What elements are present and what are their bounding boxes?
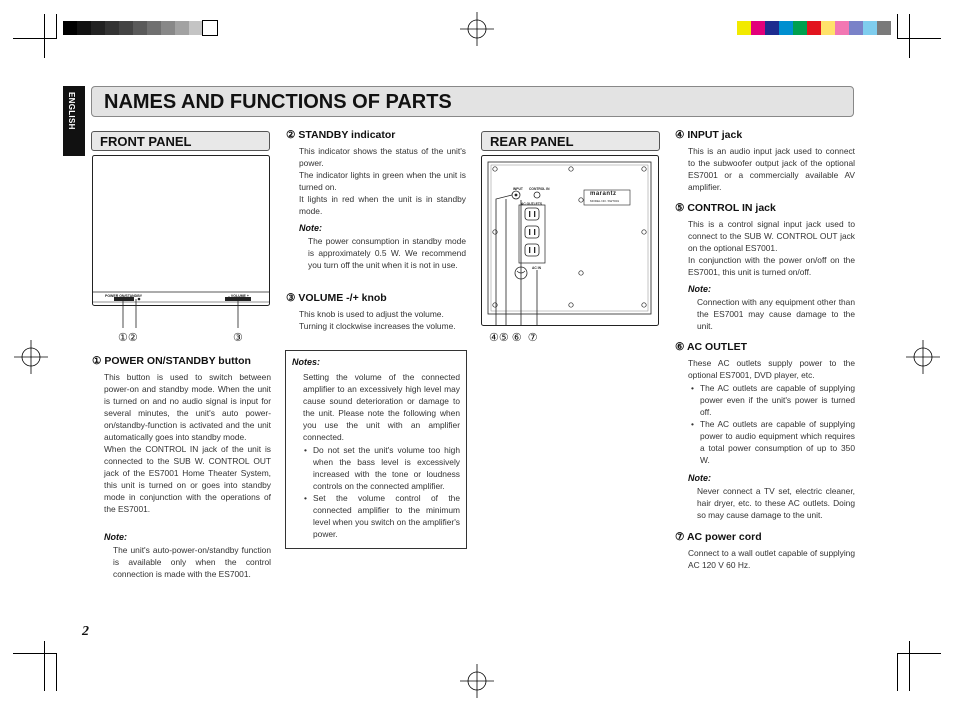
calibration-swatch xyxy=(849,21,863,35)
item-ac-power-cord-body: Connect to a wall outlet capable of supplying AC 120 V 60 Hz. xyxy=(688,548,855,570)
language-tab: ENGLISH xyxy=(63,86,85,156)
item-standby-indicator-note: The power consumption in standby mode is approximately 0.5 W. We recommend you turn off the unit when it is not in use. xyxy=(308,236,466,270)
front-callout-number-right: ③ xyxy=(233,332,243,344)
power-label: POWER ON/STANDBY xyxy=(105,294,143,298)
item-standby-indicator-note-label: Note: xyxy=(299,223,322,233)
calibration-swatch xyxy=(765,21,779,35)
calibration-swatch xyxy=(751,21,765,35)
rear-model-no: MODEL NO. SW7001 xyxy=(590,199,620,203)
calibration-swatch xyxy=(793,21,807,35)
item-power-button-note-label: Note: xyxy=(104,532,127,542)
rear-ac-in-label: AC IN xyxy=(532,266,541,270)
calibration-swatch xyxy=(161,21,175,35)
volume-label: – VOLUME + xyxy=(228,294,249,298)
calibration-swatch xyxy=(189,21,203,35)
calibration-swatch xyxy=(91,21,105,35)
item-input-jack-title: ④ INPUT jack xyxy=(675,129,743,141)
calibration-swatch xyxy=(133,21,147,35)
page-title-bar xyxy=(91,86,854,117)
calibration-swatch xyxy=(779,21,793,35)
item-volume-knob-body: This knob is used to adjust the volume. Turning it clockwise increases the volume. xyxy=(299,309,456,331)
item-standby-indicator-body: This indicator shows the status of the unit's power. The indicator lights in green when the unit is turned on. It lights in red when the unit is in standby mode. xyxy=(299,146,466,216)
calibration-swatch xyxy=(119,21,133,35)
page-number: 2 xyxy=(82,624,89,639)
registration-mark-icon xyxy=(460,12,494,46)
front-panel-heading: FRONT PANEL xyxy=(91,131,270,151)
registration-mark-icon xyxy=(906,340,940,374)
ac-outlet-bullet: • The AC outlets are capable of supplying power even if the unit's power is turned off. xyxy=(690,382,855,418)
front-callout-lines xyxy=(110,298,250,330)
rear-panel-heading: REAR PANEL xyxy=(481,131,660,151)
rear-input-label: INPUT xyxy=(513,187,523,191)
registration-mark-icon xyxy=(460,664,494,698)
item-control-in-note: Connection with any equipment other than the ES7001 may cause damage to the unit. xyxy=(697,297,855,331)
calibration-swatch xyxy=(863,21,877,35)
item-ac-outlet-bullets xyxy=(690,382,855,466)
calibration-swatch xyxy=(105,21,119,35)
rear-control-in-label: CONTROL IN xyxy=(529,187,550,191)
item-power-button-title: ① POWER ON/STANDBY button xyxy=(92,355,251,367)
notes-box-label: Notes: xyxy=(292,357,321,367)
rear-callout-numbers: ④⑤ ⑥ ⑦ xyxy=(489,332,538,344)
front-panel-illustration xyxy=(92,155,272,307)
calibration-swatch xyxy=(821,21,835,35)
item-control-in-body: This is a control signal input jack used to connect to the SUB W. CONTROL OUT jack on the optional ES7001. In conjunction with the power on/off on the ES7001, this unit is turned on/off. xyxy=(688,219,855,277)
calibration-swatch xyxy=(807,21,821,35)
notes-box-bullets xyxy=(303,444,460,540)
item-ac-power-cord-title: ⑦ AC power cord xyxy=(675,531,762,543)
item-power-button-note: The unit's auto-power-on/standby function is available only when the control connection is made with the ES7001. xyxy=(113,545,271,579)
notes-box-bullet: • Set the volume control of the connected amplifier to the minimum level when you switch on the amplifier's power. xyxy=(303,492,460,540)
item-ac-outlet-title: ⑥ AC OUTLET xyxy=(675,341,748,353)
calibration-swatch xyxy=(77,21,91,35)
calibration-swatch xyxy=(877,21,891,35)
page-title: NAMES AND FUNCTIONS OF PARTS xyxy=(104,91,452,113)
calibration-swatch xyxy=(835,21,849,35)
calibration-swatch xyxy=(147,21,161,35)
item-ac-outlet-note: Never connect a TV set, electric cleaner, hair dryer, etc. to these AC outlets. Doing so may cause damage to the unit. xyxy=(697,486,855,520)
calibration-swatch xyxy=(737,21,751,35)
calibration-swatch xyxy=(63,21,77,35)
item-ac-outlet-body: These AC outlets supply power to the optional ES7001, DVD player, etc. xyxy=(688,358,855,380)
ac-outlet-bullet: • The AC outlets are capable of supplying power to audio equipment which requires a total power consumption of up to 350 W. xyxy=(690,418,855,466)
notes-box-body: Setting the volume of the connected amplifier to an excessively high level may cause sound deterioration or damage to the unit. Please note the following when you use the unit with an amplifier connected. xyxy=(303,372,460,442)
calibration-swatch xyxy=(175,21,189,35)
front-callout-numbers-left: ①② xyxy=(118,332,138,344)
rear-ac-outlets-label: AC OUTLETS xyxy=(521,202,543,206)
item-standby-indicator-title: ② STANDBY indicator xyxy=(286,129,396,141)
notes-box xyxy=(285,350,467,549)
item-input-jack-body: This is an audio input jack used to connect to the subwoofer output jack of the optional ES7001 or a commercially available AV amplifier. xyxy=(688,146,855,192)
calibration-swatch xyxy=(203,21,217,35)
notes-box-bullet: • Do not set the unit's volume too high when the bass level is excessively increased with the tone or loudness controls on the connected amplifier. xyxy=(303,444,460,492)
registration-mark-icon xyxy=(14,340,48,374)
item-control-in-note-label: Note: xyxy=(688,284,711,294)
item-volume-knob-title: ③ VOLUME -/+ knob xyxy=(286,292,387,304)
item-ac-outlet-note-label: Note: xyxy=(688,473,711,483)
item-power-button-body: This button is used to switch between power-on and standby mode. When the unit is turned on and no audio signal is input for several minutes, the unit's auto power-on/standby-function is activated and the unit automatically goes into standby mode. When the CONTROL IN jack of the unit is connected to the SUB W. CONTROL OUT jack of the ES7001 Home Theater System, this unit is turned on or goes into standby mode in conjunction with the operations of the ES7001. xyxy=(104,372,271,514)
item-control-in-title: ⑤ CONTROL IN jack xyxy=(675,202,776,214)
rear-brand-logo: marantz xyxy=(590,191,617,197)
rear-panel-illustration xyxy=(481,155,661,327)
